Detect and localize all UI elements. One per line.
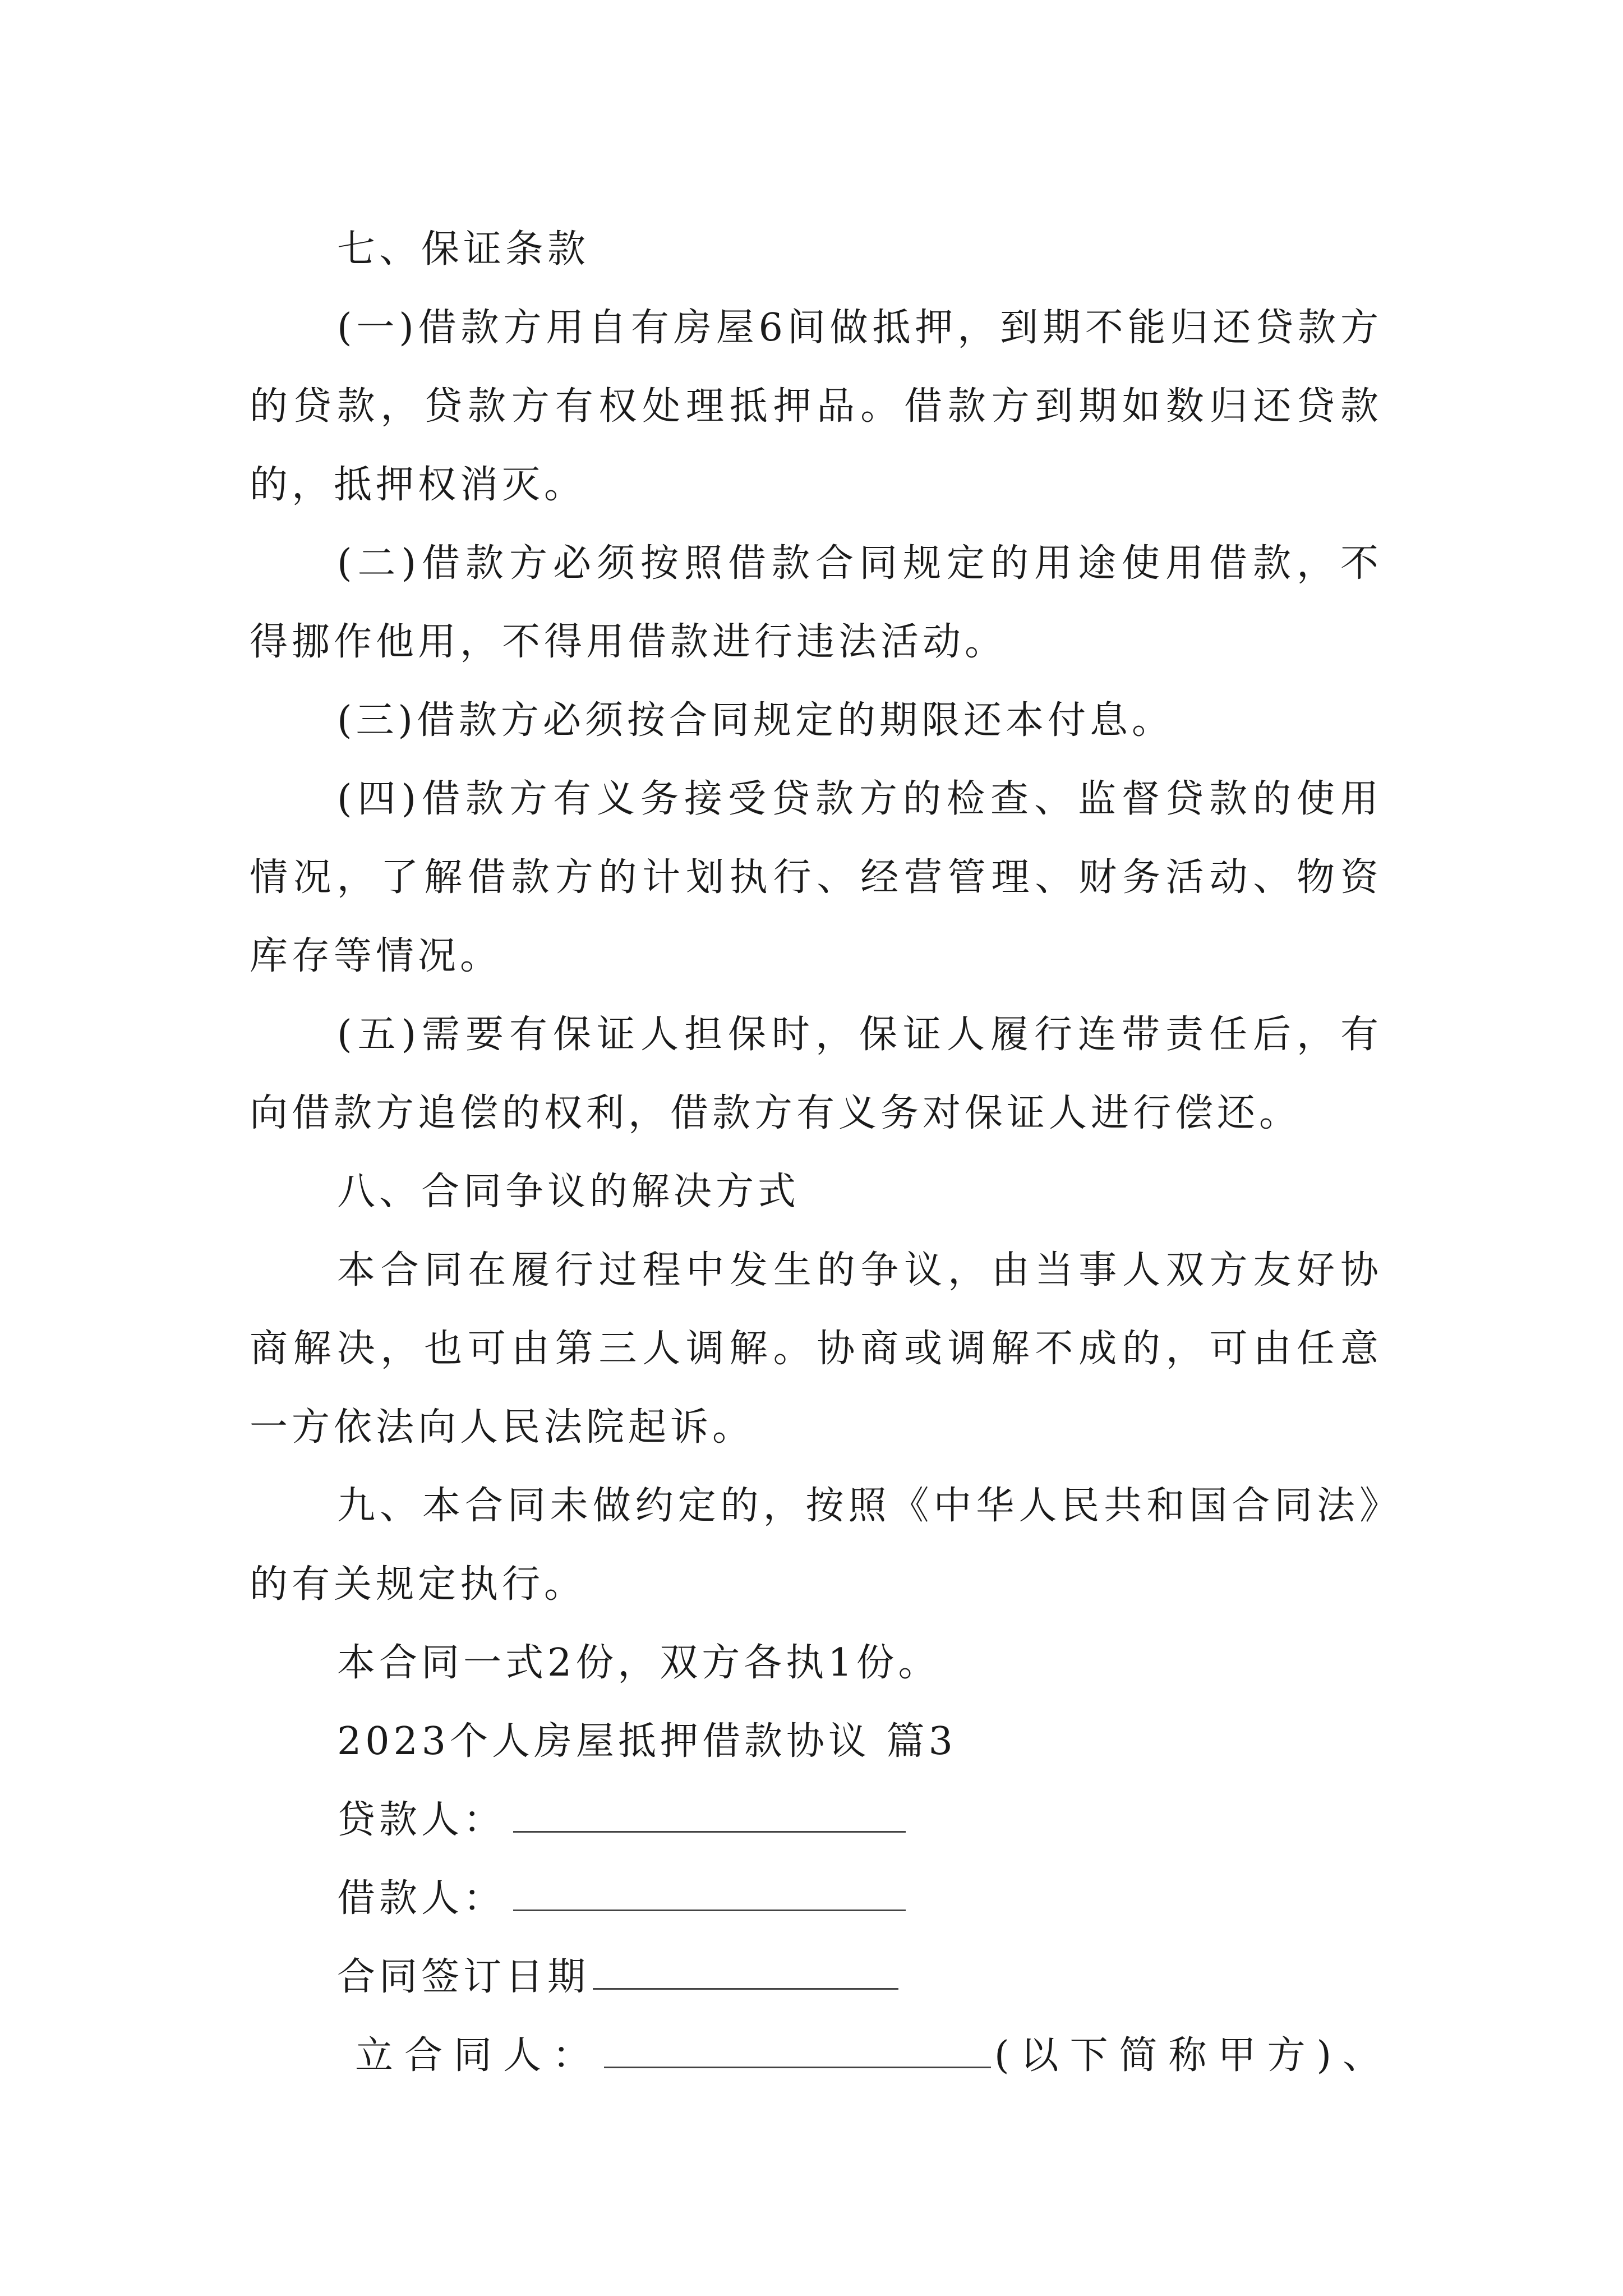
party-label: 立合同人： (355, 2033, 602, 2078)
section-9: 九、本合同未做约定的，按照《中华人民共和国合同法》的有关规定执行。 (250, 1484, 1382, 1607)
clause-4: (四)借款方有义务接受贷款方的检查、监督贷款的使用情况，了解借款方的计划执行、经营管理、财务活动、物资库存等情况。 (250, 777, 1382, 978)
document-body (250, 210, 1393, 2095)
clause-2: (二)借款方必须按照借款合同规定的用途使用借款，不得挪作他用，不得用借款进行违法活动。 (250, 541, 1382, 664)
next-agreement-title: 2023个人房屋抵押借款协议 篇3 (337, 1719, 957, 1764)
borrower-blank (513, 1878, 906, 1911)
sign-date-blank (593, 1957, 898, 1990)
lender-line (250, 1781, 1382, 1860)
section-8-heading: 八、合同争议的解决方式 (337, 1170, 800, 1214)
section-7-heading: 七、保证条款 (337, 227, 590, 272)
sign-date-label: 合同签订日期 (337, 1955, 590, 1999)
borrower-line (250, 1860, 1382, 1938)
clause-5: (五)需要有保证人担保时，保证人履行连带责任后，有向借款方追偿的权利，借款方有义务对保证人进行偿还。 (250, 1013, 1382, 1135)
clause-1: (一)借款方用自有房屋6间做抵押，到期不能归还贷款方的贷款，贷款方有权处理抵押品。借款方到期如数归还贷款的，抵押权消灭。 (250, 306, 1382, 507)
sign-date-line (250, 1938, 1382, 2017)
copies-note: 本合同一式2份，双方各执1份。 (337, 1641, 940, 1685)
lender-label: 贷款人： (337, 1798, 506, 1842)
party-blank (604, 2035, 991, 2068)
clause-3: (三)借款方必须按合同规定的期限还本付息。 (337, 698, 1174, 743)
borrower-label: 借款人： (337, 1876, 506, 1921)
section-8-body: 本合同在履行过程中发生的争议，由当事人双方友好协商解决，也可由第三人调解。协商或调解不成的，可由任意一方依法向人民法院起诉。 (250, 1248, 1382, 1450)
party-line (250, 2017, 1393, 2095)
lender-blank (513, 1800, 906, 1833)
party-suffix: (以下简称甲方)、 (994, 2033, 1393, 2078)
